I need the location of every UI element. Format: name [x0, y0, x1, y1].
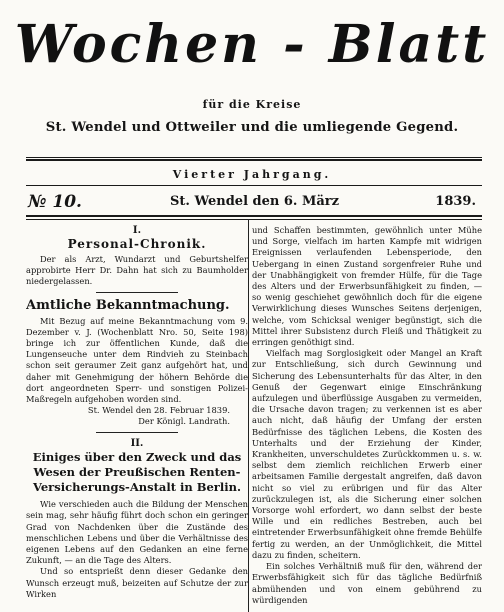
header-bottom-rule-thick: [26, 215, 482, 217]
section-divider: [96, 292, 178, 293]
top-rule-thick: [26, 159, 482, 161]
issue-date: St. Wendel den 6. März: [170, 194, 340, 209]
notice-text: Mit Bezug auf meine Bekanntmachung vom 9. Dezember v. J. (Wochenblatt Nro. 50, Seite 198) bringe ich zur öffentlichen Kunde, daß die Lungenseuche unter dem Rindvieh zu Steinbach schon seit geraumer Zeit ganz aufgehört hat, und daher mit Genehmigung der höhern Behörde die dort angeordneten Sperr- und sonstigen Polizei-Maßregeln aufgehoben worden sind.: [26, 315, 248, 405]
top-rule-thin: [26, 157, 482, 158]
section-number-personal: I.: [132, 225, 142, 236]
right-text-1: und Schaffen bestimmten, gewöhnlich unter Mühe und Sorge, vielfach im harten Kampfe mit widrigen Ereignissen verlaufenden Lebensperiode, den Uebergang in einen Zustand sorgenfreier Ruhe und der Unabhängigkeit von fremder Hülfe, für die Tage des Alters und der Erwerbsunfähigkeit zu finden, — so wenig geschiehet gewöhnlich doch für die eigene Verwirklichung dieses Wunsches Seitens derjenigen, welche, vom Schicksal weniger begünstigt, sich die Mittel ihrer Subsistenz durch Fleiß und Thätigkeit zu erringen genöthigt sind.: [252, 225, 482, 348]
article-text-1: Wie verschieden auch die Bildung der Menschen sein mag, sehr häufig führt doch schon ein geringer Grad von Nachdenken über die Zustände des menschlichen Lebens und über die Verhältnisse des eigenen Lebens auf den Gedanken an eine ferne Zukunft, — an die Tage des Alters.: [26, 499, 248, 566]
masthead-title: Wochen - Blatt: [14, 14, 490, 75]
right-text-2: Vielfach mag Sorglosigkeit oder Mangel an Kraft zur Entschließung, sich durch Gewinnung und Sicherung des Lebensunterhalts für das Alter, in den Genuß der Gegenwart einige Einschränkung aufzulegen und überflüssige Ausgaben zu vermeiden, die Ursache davon tragen; zu verkennen ist es aber auch nicht, daß häufig der Umfang der ersten Bedürfnisse des täglichen Lebens, die Kosten des Unterhalts und der Erziehung der Kinder, Krankheiten, unverschuldetes Zurückkommen u. s. w. selbst dem ziemlich reichlichen Erwerb einer arbeitsamen Familie dergestalt angreifen, daß davon nicht so viel zu erübrigen und für das Alter zurückzulegen ist, als die Sicherung einer solchen Vorsorge wohl erfordert, wo dann selbst der beste Wille und ein redliches Bestreben, auch bei eintretender Erwerbsunfähigkeit ohne fremde Behülfe fertig zu werden, an der Unmöglichkeit, die Mittel dazu zu finden, scheitern.: [252, 348, 482, 560]
notice-dateline: St. Wendel den 28. Februar 1839.: [87, 405, 230, 416]
year-label: Vierter Jahrgang.: [172, 168, 332, 181]
article-title: Einiges über den Zweck und das Wesen der Preußischen Renten-Versicherungs-Anstalt in Berlin.: [32, 449, 242, 495]
left-column: [26, 225, 248, 612]
personal-text: Der als Arzt, Wundarzt und Geburtshelfer approbirte Herr Dr. Dahn hat sich zu Baumholder niedergelassen.: [26, 254, 248, 287]
masthead-subtitle: für die Kreise: [202, 98, 302, 111]
issue-number: № 10.: [28, 192, 82, 212]
section-number-article: II.: [130, 437, 144, 449]
section-divider: [96, 432, 178, 433]
article-text-2: Und so entsprießt denn dieser Gedanke den Wunsch erzeugt muß, beizeiten auf Schutze der zur Wirken: [26, 566, 248, 599]
section-title-personal: Personal-Chronik.: [67, 237, 207, 251]
masthead-region: St. Wendel und Ottweiler und die umliegende Gegend.: [45, 120, 459, 135]
header-bottom-rule-thin: [26, 219, 482, 220]
notice-title: Amtliche Bekanntmachung.: [26, 297, 230, 313]
issue-row: [28, 192, 476, 212]
column-divider: [248, 219, 249, 612]
notice-signature: Der Königl. Landrath.: [138, 416, 230, 427]
right-column: [252, 225, 482, 612]
issue-year: 1839.: [435, 194, 476, 209]
mid-rule: [26, 185, 482, 186]
right-text-3: Ein solches Verhältniß muß für den, während der Erwerbsfähigkeit sich für das tägliche Bedürfniß abmühenden und von einem gebührend zu würdigenden: [252, 561, 482, 605]
